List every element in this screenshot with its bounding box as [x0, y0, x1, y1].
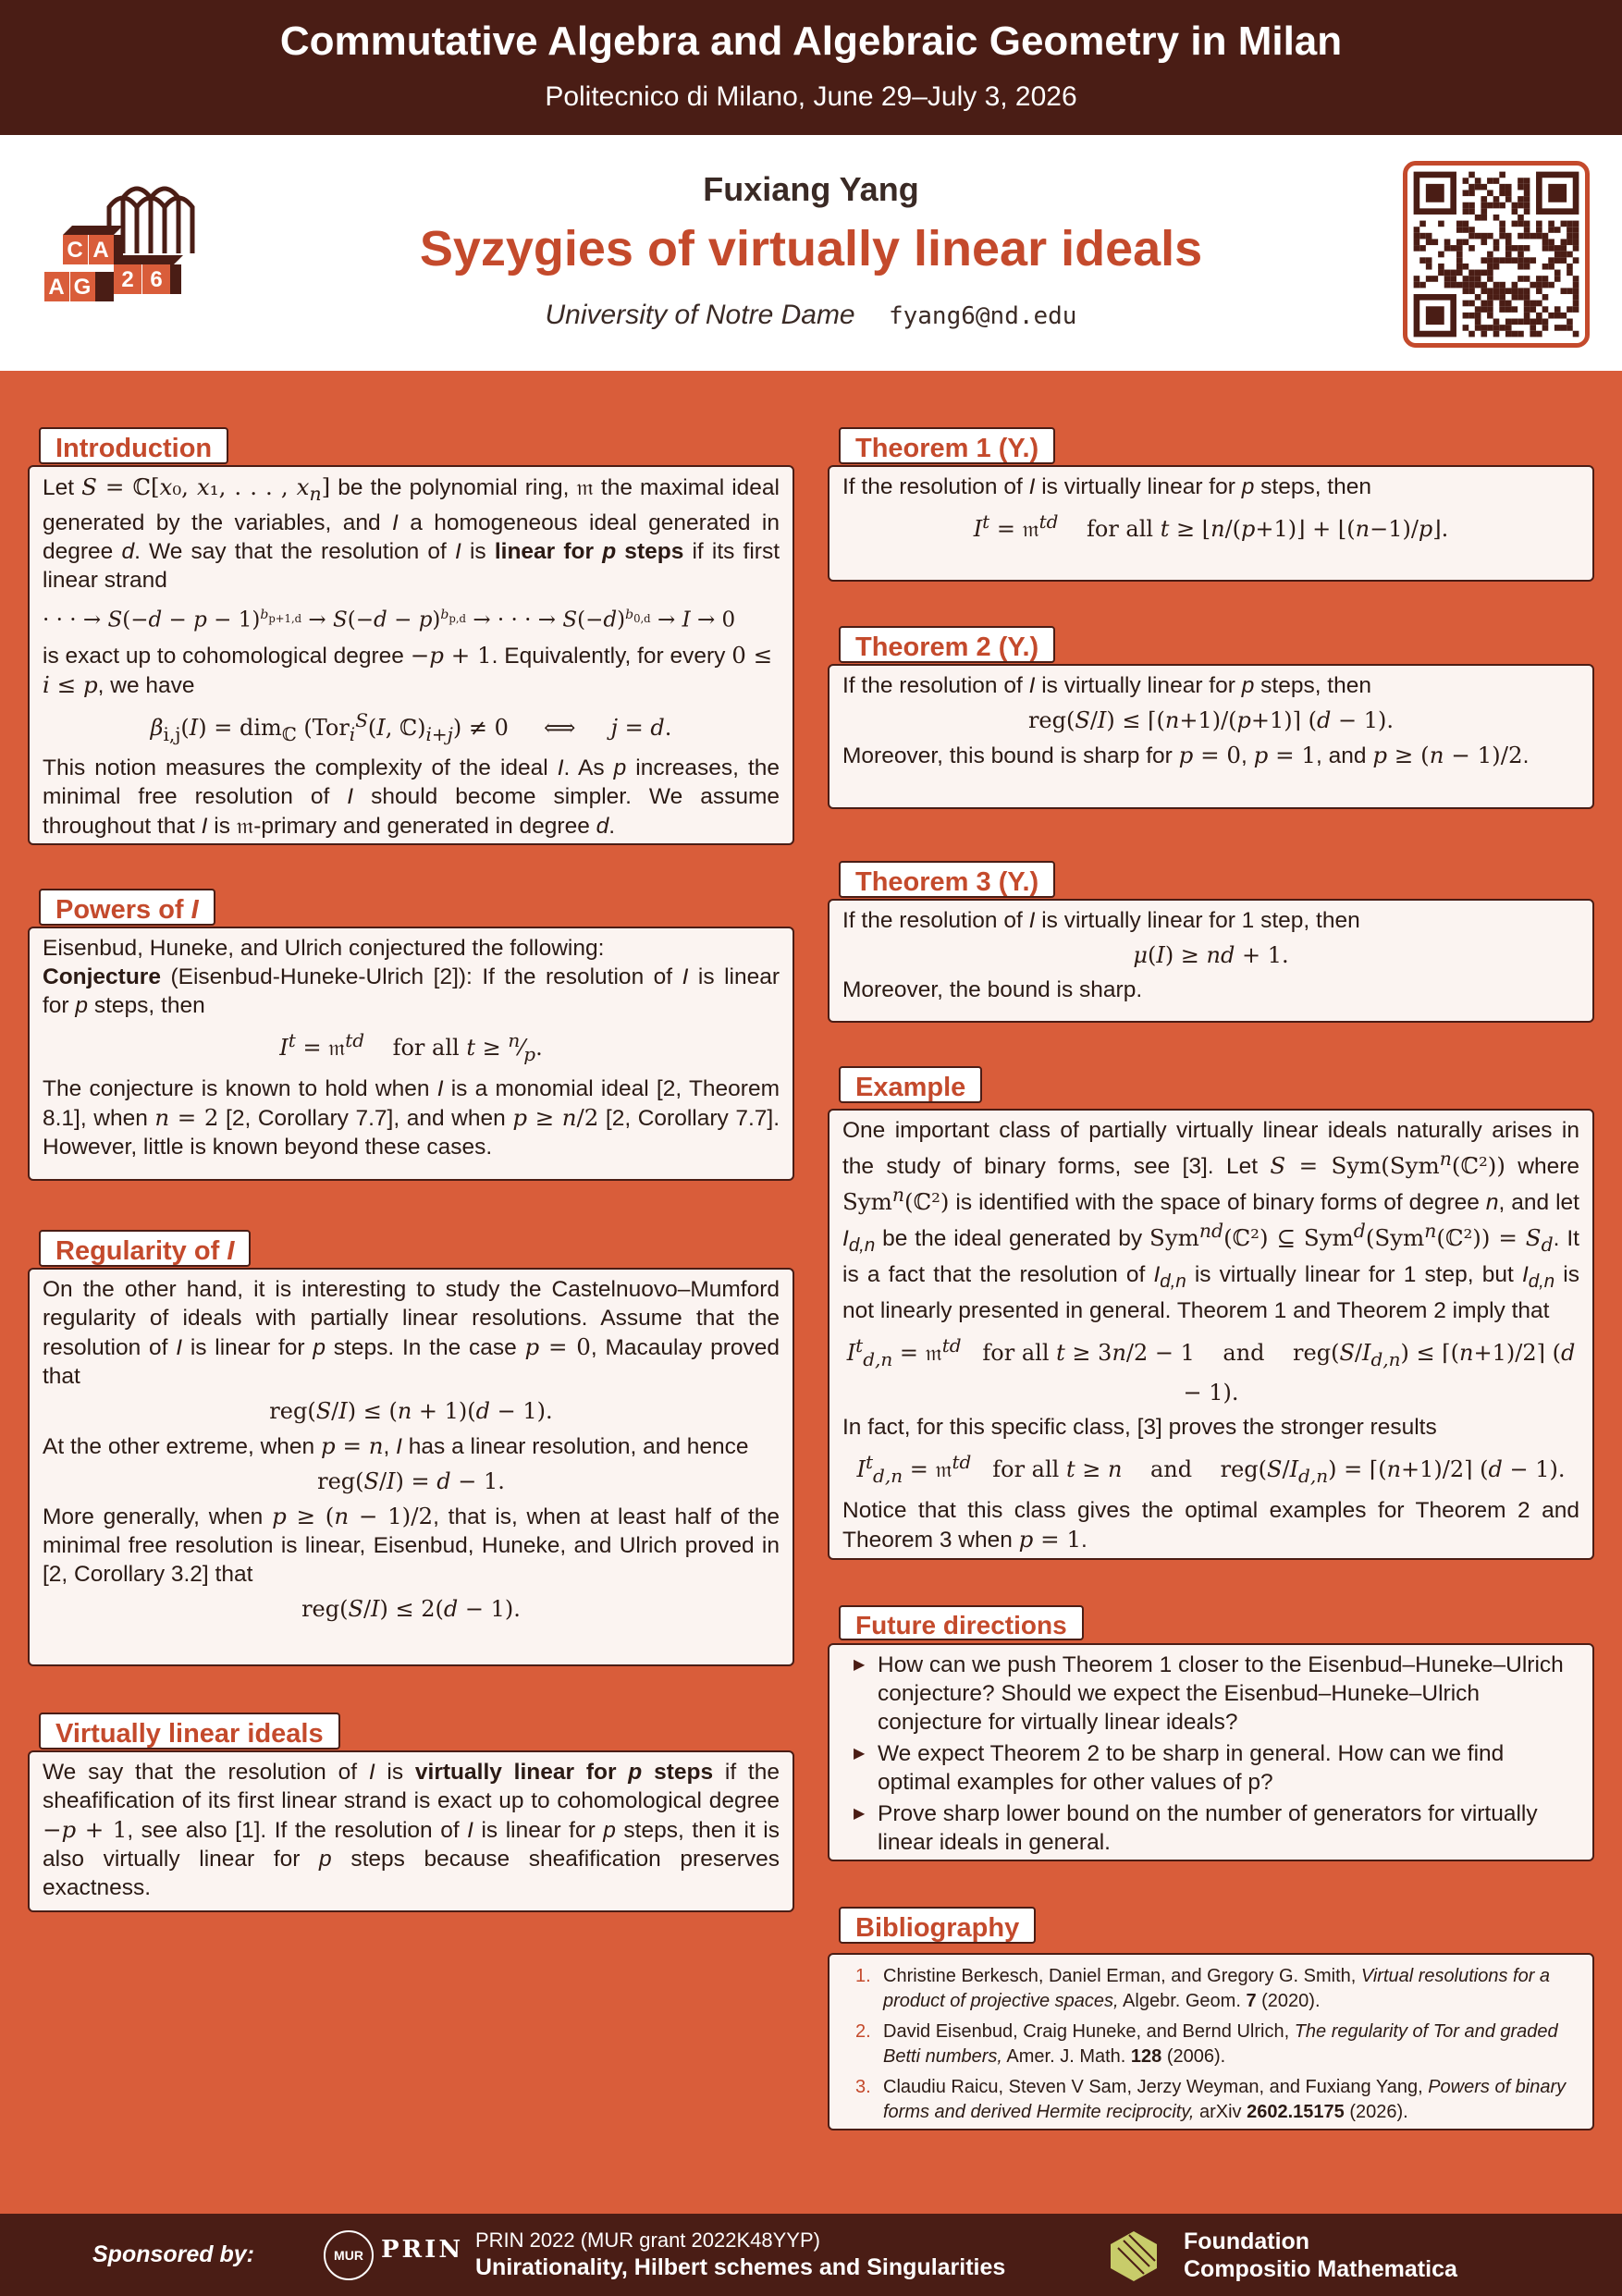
- poster-title: Syzygies of virtually linear ideals: [419, 221, 1203, 276]
- university: University of Notre Dame: [545, 300, 855, 330]
- compositio-logo: [1107, 2229, 1161, 2283]
- affiliation: [0, 300, 1622, 331]
- future-heading: Future directions: [839, 1605, 1084, 1640]
- mur-logo: MUR: [324, 2230, 374, 2280]
- introduction-box: Let S = ℂ[x₀, x₁, . . . , $x_n$] be the polynomial ring, 𝔪 the maximal ideal generated by the variables, and I a homogeneous ideal generated in degree d. We say that the resolution of I is linear for p steps if its first linear strand · · · → $S(-d - p - 1)^{b_{p+1,d}} \to S(-d - p)^{b_{p,d}}$ → · · · → $S(-d)^{b_{0,d}} \to I \to 0$ is exact up to cohomological degree −p + 1. Equivalently, for every 0 ≤ i ≤ p, we have $\beta_{i,j}(I) = dim_ℂ$ (Tor$_i^S$(I, $ℂ)_{i+j}) \ne 0$ ⟺ j = d. This notion measures the complexity of the ideal I. As p increases, the minimal free resolution of I should become simpler. We assume throughout that I is 𝔪-primary and generated in degree d.: [28, 465, 794, 845]
- foundation-line2: Compositio Mathematica: [1184, 2256, 1457, 2282]
- qr-code[interactable]: [1403, 161, 1590, 348]
- conjecture-label: Conjecture: [43, 964, 161, 989]
- powers-intro: Eisenbud, Huneke, and Ulrich conjectured the following:: [43, 936, 605, 961]
- virtually-heading: Virtually linear ideals: [39, 1713, 340, 1750]
- regularity-heading: Regularity of I: [39, 1230, 251, 1267]
- prin-logo: PRIN: [381, 2236, 464, 2264]
- logo-letter-a2: A: [48, 275, 65, 300]
- conference-title: Commutative Algebra and Algebraic Geometry in Milan: [279, 18, 1343, 64]
- introduction-heading: Introduction: [39, 427, 228, 464]
- logo-letter-c: C: [67, 238, 83, 263]
- conference-subtitle: Politecnico di Milano, June 29–July 3, 2026: [545, 81, 1077, 112]
- example-heading: Example: [839, 1066, 982, 1103]
- bibliography-box: [828, 1953, 1594, 2130]
- bib-item: 3. Claudiu Raicu, Steven V Sam, Jerzy Weyman, and Fuxiang Yang, Powers of binary forms and derived Hermite reciprocity, arXiv 2602.15175 (2026).: [855, 2077, 1567, 2122]
- prin-project: Unirationality, Hilbert schemes and Singularities: [475, 2254, 1006, 2280]
- bib-item: 2. David Eisenbud, Craig Huneke, and Bernd Ulrich, The regularity of Tor and graded Betti numbers, Amer. J. Math. 128 (2006).: [855, 2021, 1558, 2067]
- theorem3-heading: Theorem 3 (Y.): [839, 861, 1055, 898]
- example-stronger: In fact, for this specific class, [3] proves the stronger results: [842, 1415, 1437, 1441]
- future-box: [828, 1643, 1594, 1861]
- bibliography-heading: Bibliography: [839, 1907, 1036, 1944]
- future-item: ▶ How can we push Theorem 1 closer to the Eisenbud–Huneke–Ulrich conjecture? Should we expect the Eisenbud–Huneke–Ulrich conjecture for virtually linear ideals?: [842, 1651, 1579, 1737]
- email[interactable]: fyang6@nd.edu: [888, 302, 1077, 330]
- theorem2-box: If the resolution of I is virtually linear for p steps, then reg(S/I) ≤ ⌈(n+1)/(p+1)⌉ (d − 1). Moreover, this bound is sharp for p = 0, p = 1, and p ≥ (n − 1)/2.: [828, 664, 1594, 809]
- theorem3-box: If the resolution of I is virtually linear for 1 step, then μ(I) ≥ nd + 1. Moreover, the bound is sharp.: [828, 899, 1594, 1023]
- logo-letter-a: A: [92, 238, 109, 263]
- theorem1-heading: Theorem 1 (Y.): [839, 427, 1055, 464]
- logo-digit-6: 6: [150, 267, 163, 292]
- regularity-box: On the other hand, it is interesting to study the Castelnuovo–Mumford regularity of ideals with partially linear resolutions. Assume that the resolution of I is linear for p steps. In the case p = 0, Macaulay proved that reg(S/I) ≤ (n + 1)(d − 1). At the other extreme, when p = n, I has a linear resolution, and hence reg(S/I) = d − 1. More generally, when p ≥ (n − 1)/2, that is, when at least half of the minimal free resolution is linear, Eisenbud, Huneke, and Ulrich proved in [2, Corollary 3.2] that reg(S/I) ≤ 2(d − 1).: [28, 1268, 794, 1666]
- virtually-box: We say that the resolution of I is virtually linear for p steps if the sheafification of its first linear strand is exact up to cohomological degree −p + 1, see also [1]. If the resolution of I is linear for p steps, then it is also virtually linear for p steps because sheafification preserves exactness.: [28, 1750, 794, 1912]
- qr-code-pattern: [1407, 166, 1585, 343]
- logo-letter-g: G: [73, 275, 92, 300]
- powers-heading: Powers of I: [39, 889, 215, 926]
- powers-box: Eisenbud, Huneke, and Ulrich conjectured the following: Conjecture (Eisenbud-Huneke-Ulrich [2]): If the resolution of I is linear for p steps, then $I^t$ = 𝔪$^{td}$ for all $t \ge ^n⁄_p$. The conjecture is known to hold when I is a monomial ideal [2, Theorem 8.1], when n = 2 [2, Corollary 7.7], and when p ≥ n/2 [2, Corollary 7.7]. However, little is known beyond these cases.: [28, 927, 794, 1181]
- sponsored-label: Sponsored by:: [92, 2241, 255, 2267]
- sponsor-footer: [0, 2214, 1622, 2296]
- foundation-line1: Foundation: [1184, 2228, 1310, 2254]
- poster-header: [0, 135, 1622, 371]
- bib-item: 1. Christine Berkesch, Daniel Erman, and Gregory G. Smith, Virtual resolutions for a product of projective spaces, Algebr. Geom. 7 (2020).: [855, 1966, 1551, 2011]
- theorem1-box: If the resolution of I is virtually linear for p steps, then $I^t$ = 𝔪$^{td}$ for all t ≥ ⌊n/(p+1)⌋ + ⌊(n−1)/p⌋.: [828, 465, 1594, 582]
- future-item: ▶ We expect Theorem 2 to be sharp in general. How can we find optimal examples for other values of p?: [842, 1739, 1579, 1797]
- prin-grant: PRIN 2022 (MUR grant 2022K48YYP): [475, 2228, 820, 2252]
- theorem2-heading: Theorem 2 (Y.): [839, 626, 1055, 663]
- conference-banner: [0, 0, 1622, 135]
- logo-digit-2: 2: [121, 267, 134, 292]
- theorem3-sharp: Moreover, the bound is sharp.: [842, 977, 1143, 1002]
- example-box: One important class of partially virtually linear ideals naturally arises in the study of binary forms, see [3]. Let S = Sym(Sym$^n$(ℂ²)) where Sym$^n$(ℂ²) is identified with the space of binary forms of degree n, and let $I_{d,n}$ be the ideal generated by Sym$^{nd}$(ℂ²) ⊆ Sym$^d$(Sym$^n$(ℂ²)) = $S_d$. It is a fact that the resolution of $I_{d,n}$ is virtually linear for 1 step, but $I_{d,n}$ is not linearly presented in general. Theorem 1 and Theorem 2 imply that $I^t_{d,n}$ = 𝔪$^{td}$ for all t ≥ 3n/2 − 1 and $reg(S/I_{d,n})$ ≤ ⌈(n+1)/2⌉ (d − 1). In fact, for this specific class, [3] proves the stronger results $I^t_{d,n}$ = 𝔪$^{td}$ for all t ≥ n and $reg(S/I_{d,n})$ = ⌈(n+1)/2⌉ (d − 1). Notice that this class gives the optimal examples for Theorem 2 and Theorem 3 when p = 1.: [828, 1109, 1594, 1560]
- future-item: ▶ Prove sharp lower bound on the number of generators for virtually linear ideals in general.: [842, 1799, 1579, 1857]
- author-name: Fuxiang Yang: [703, 170, 919, 208]
